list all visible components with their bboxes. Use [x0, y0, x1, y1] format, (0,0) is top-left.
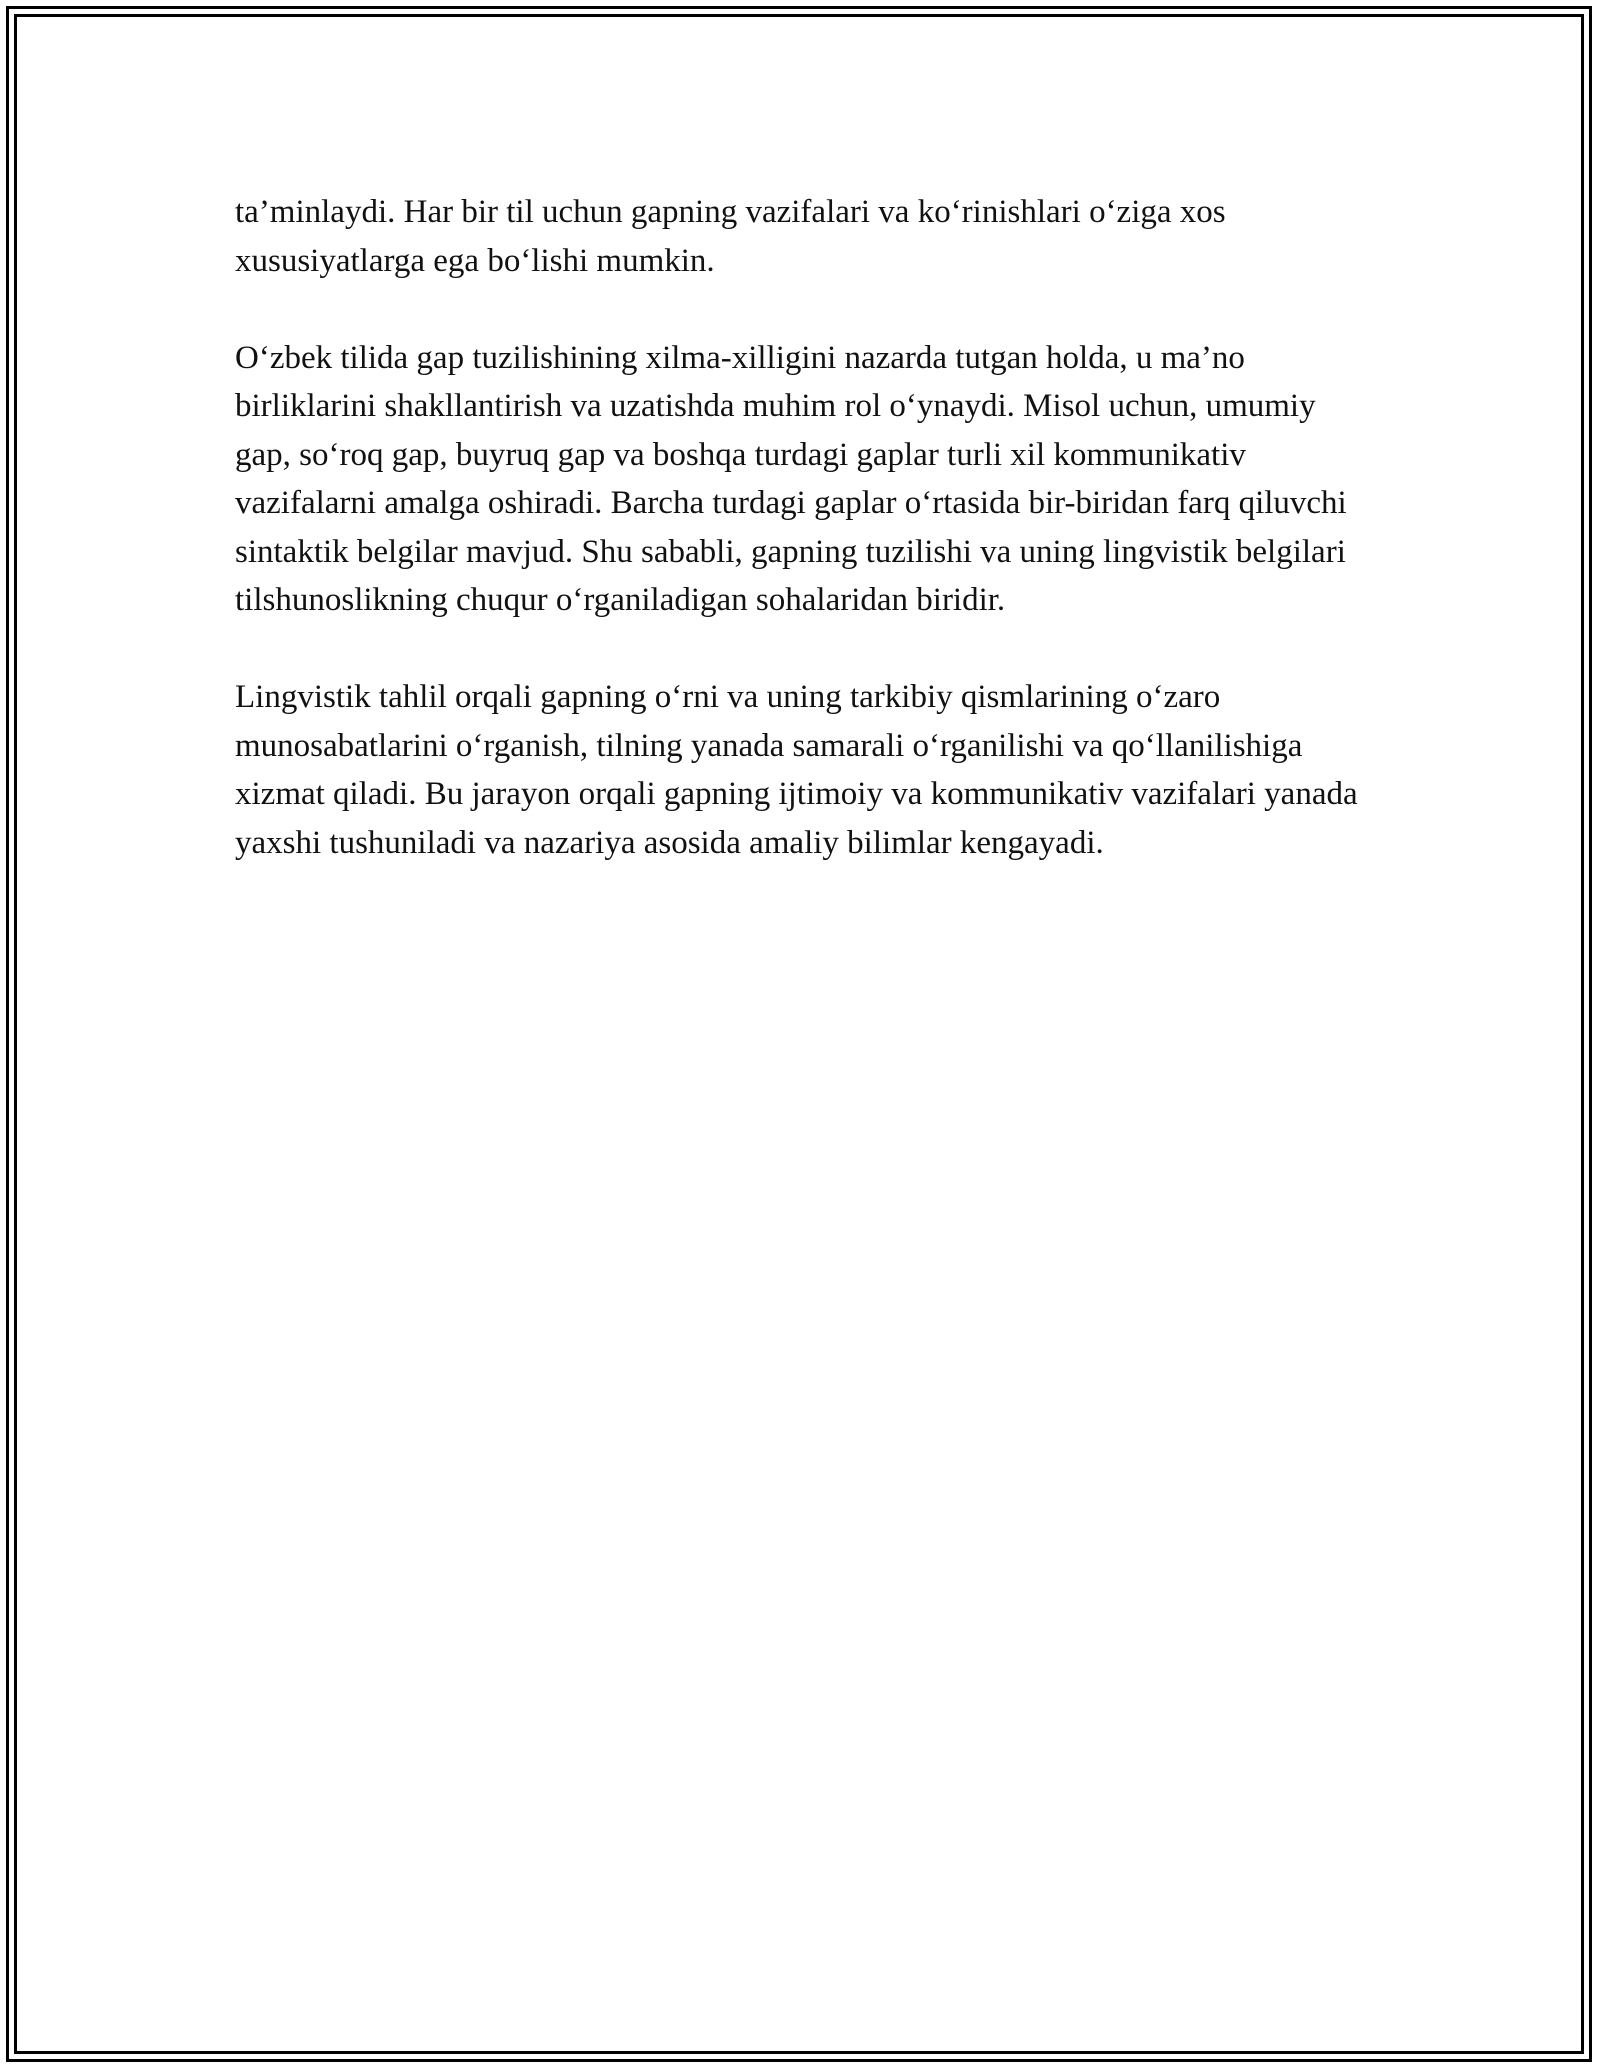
paragraph-3: Lingvistik tahlil orqali gapning o‘rni va uning tarkibiy qismlarining o‘zaro munosabatlarini o‘rganish, tilning yanada samarali o‘rganilishi va qo‘llanilishiga xizmat qiladi. Bu jarayon orqali gapning ijtimoiy va kommunikativ vazifalari yanada yaxshi tushuniladi va nazariya asosida amaliy bilimlar kengayadi.: [235, 679, 1358, 861]
paragraph-1: ta’minlaydi. Har bir til uchun gapning vazifalari va ko‘rinishlari o‘ziga xos xususiyatlarga ega bo‘lishi mumkin.: [235, 194, 1226, 279]
document-body: [235, 188, 1375, 916]
paragraph-2: O‘zbek tilida gap tuzilishining xilma-xilligini nazarda tutgan holda, u ma’no birliklarini shakllantirish va uzatishda muhim rol o‘ynaydi. Misol uchun, umumiy gap, so‘roq gap, buyruq gap va boshqa turdagi gaplar turli xil kommunikativ vazifalarni amalga oshiradi. Barcha turdagi gaplar o‘rtasida bir-biridan farq qiluvchi sintaktik belgilar mavjud. Shu sababli, gapning tuzilishi va uning lingvistik belgilari tilshunoslikning chuqur o‘rganiladigan sohalaridan biridir.: [235, 339, 1347, 618]
